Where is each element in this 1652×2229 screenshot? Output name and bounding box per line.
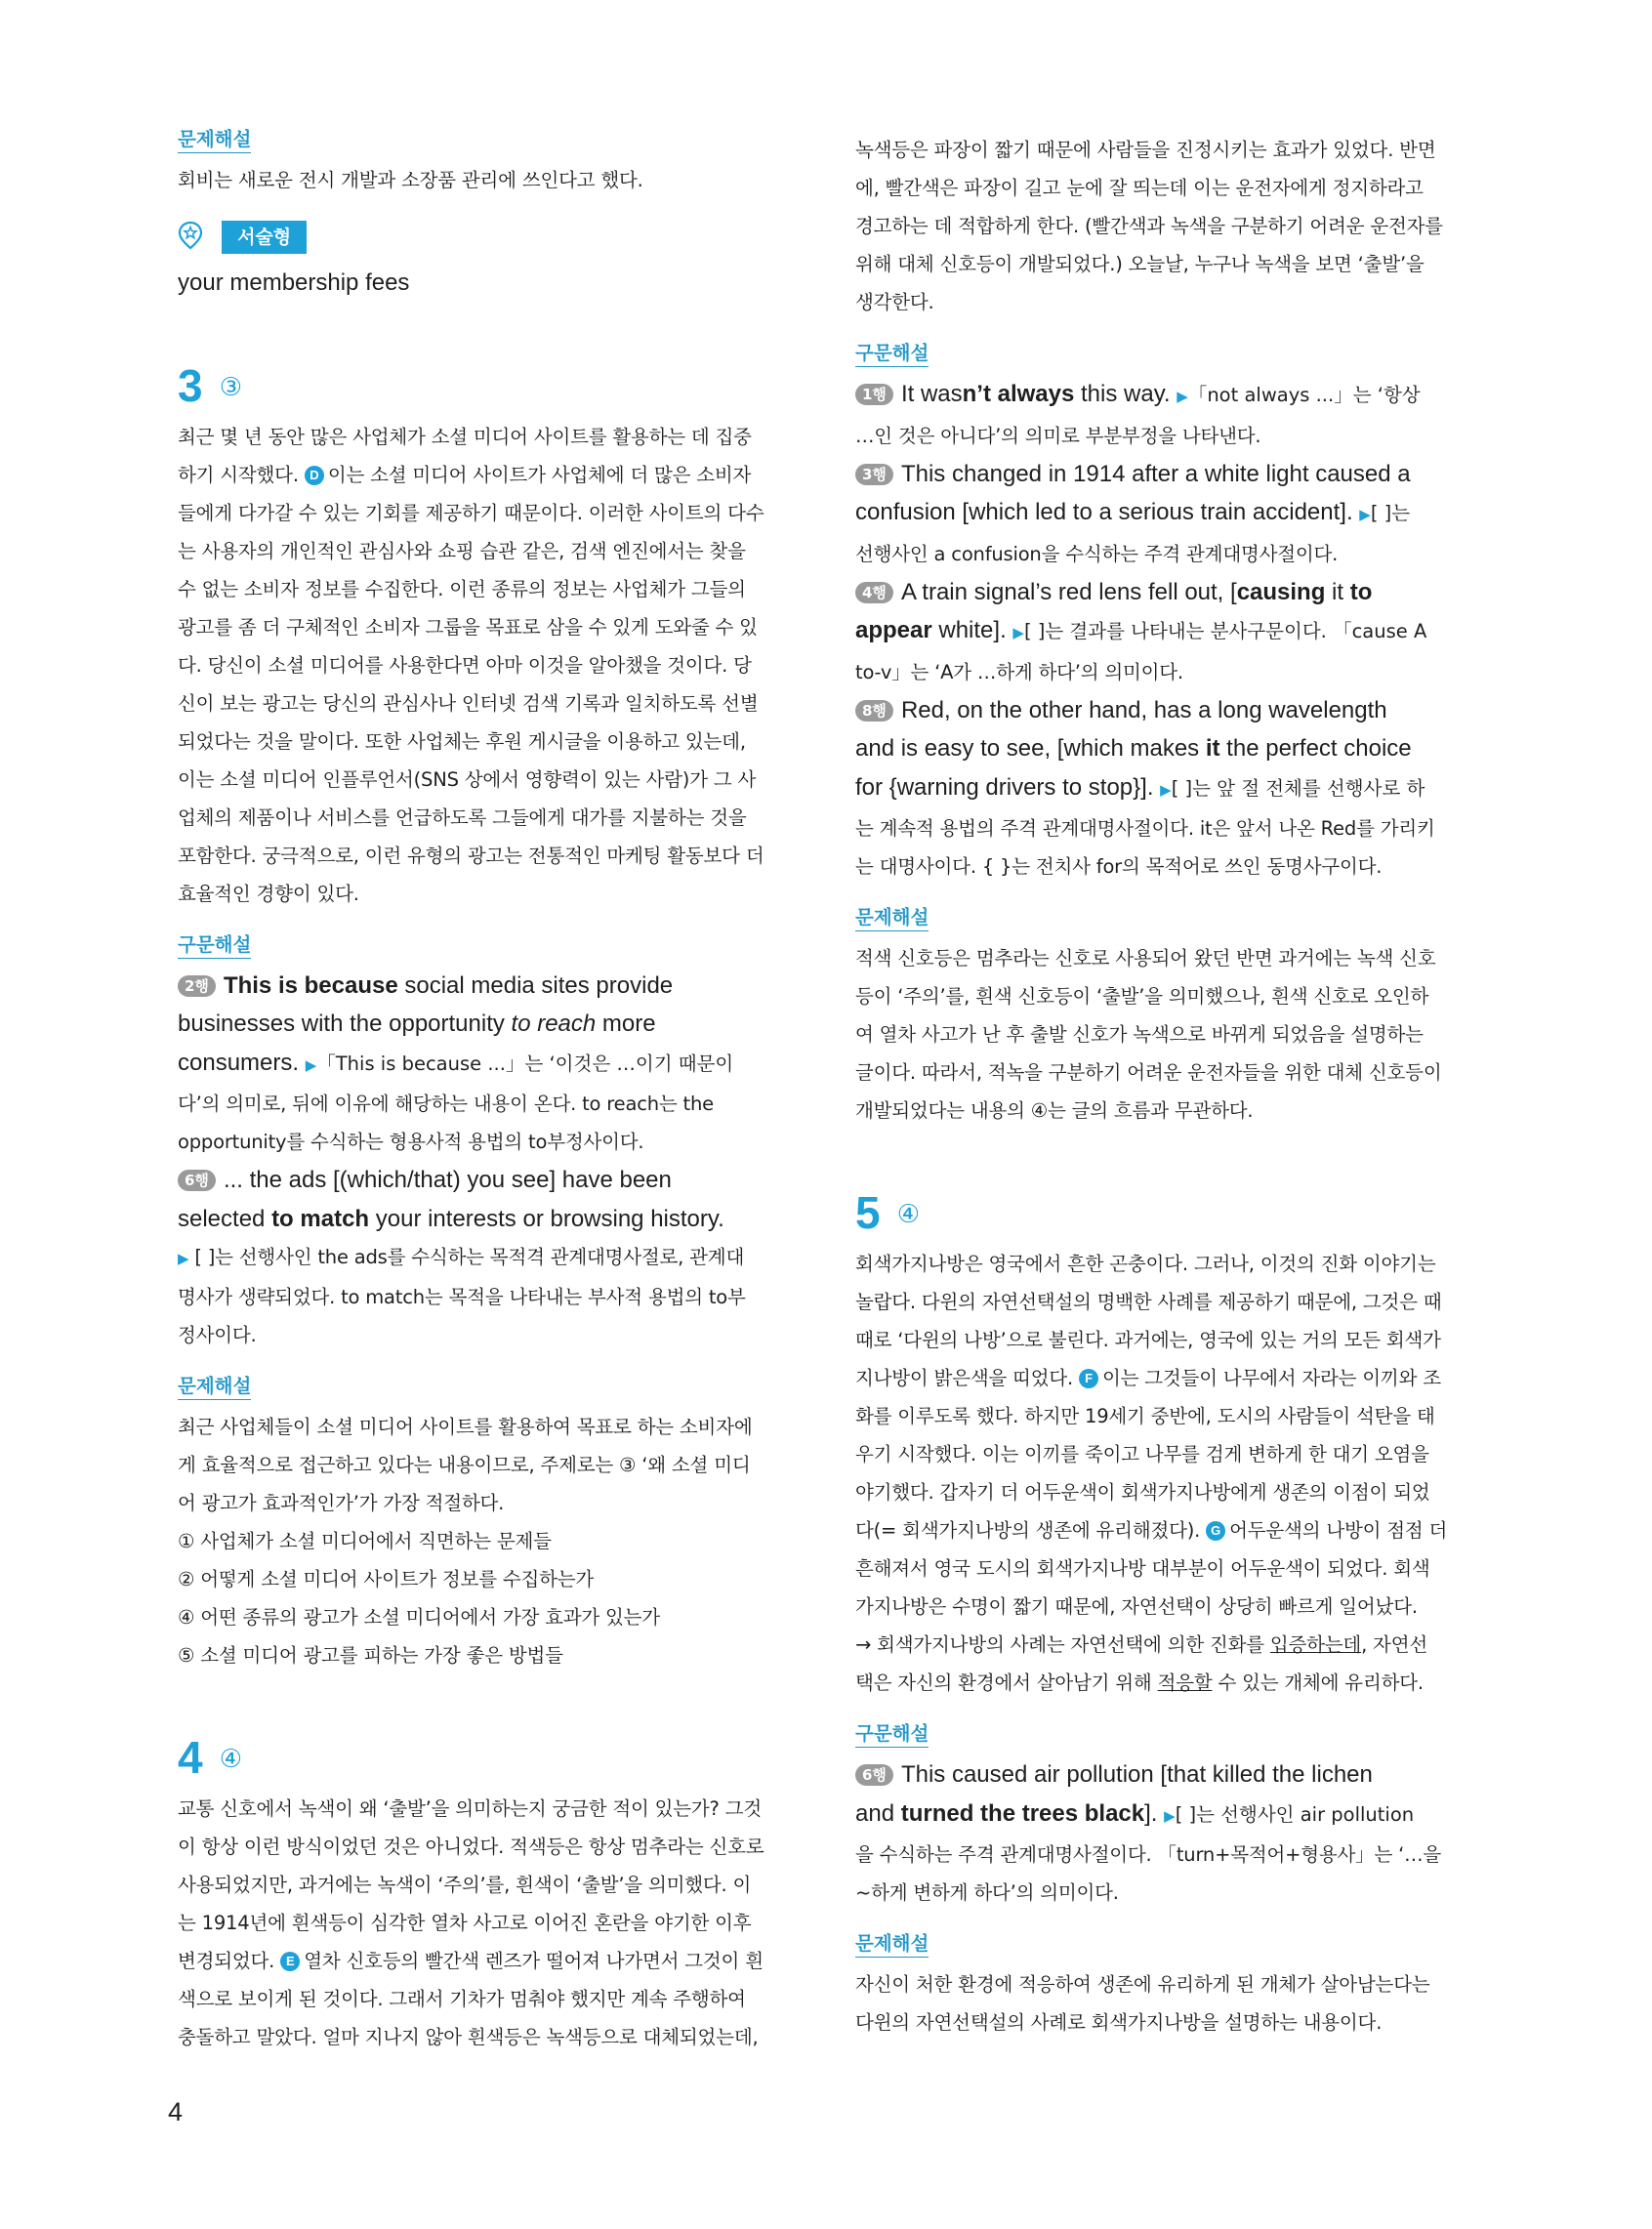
passage-line: 하기 시작했다. D 이는 소셜 미디어 사이트가 사업체에 더 많은 소비자: [178, 463, 752, 486]
section-heading: 문제해설: [855, 905, 929, 931]
syntax-note: 는 대명사이다. { }는 전치사 for의 목적어로 쓰인 동명사구이다.: [855, 855, 1383, 878]
passage-line: 때로 ‘다윈의 나방’으로 불린다. 과거에는, 영국에 있는 거의 모든 회색가: [855, 1329, 1441, 1351]
marker-f-icon: F: [1079, 1369, 1098, 1388]
passage-line: 흔해져서 영국 도시의 회색가지나방 대부분이 어두운색이 되었다. 회색: [855, 1557, 1430, 1580]
location-pin-star-icon: [178, 221, 203, 254]
passage-line: 교통 신호에서 녹색이 왜 ‘출발’을 의미하는지 궁금한 적이 있는가? 그것: [178, 1797, 762, 1820]
passage-line: 야기했다. 갑자기 더 어두운색이 회색가지나방에게 생존의 이점이 되었: [855, 1481, 1430, 1504]
summary-line: → 회색가지나방의 사례는 자연선택에 의한 진화를 입증하는데, 자연선: [855, 1633, 1427, 1656]
solve-line: 개발되었다는 내용의 ④는 글의 흐름과 무관하다.: [855, 1099, 1254, 1122]
passage-line: 다. 당신이 소셜 미디어를 사용한다면 아마 이것을 알아챘을 것이다. 당: [178, 653, 752, 677]
passage-line: 는 사용자의 개인적인 관심사와 쇼핑 습관 같은, 검색 엔진에서는 찾을: [178, 539, 746, 562]
syntax-note: to-v」는 ‘A가 …하게 하다’의 의미이다.: [855, 660, 1183, 683]
marker-e-icon: E: [280, 1952, 300, 1971]
solve-line: 등이 ‘주의’를, 흰색 신호등이 ‘출발’을 의미했으나, 흰색 신호로 오인하: [855, 985, 1429, 1008]
syntax-line: 1행 It wasn’t always this way. ▶「not always ...」는 ‘항상: [855, 375, 1474, 417]
syntax-line: 3행 This changed in 1914 after a white light caused a: [855, 455, 1474, 494]
summary-line: 택은 자신의 환경에서 살아남기 위해 적응할 수 있는 개체에 유리하다.: [855, 1672, 1424, 1694]
left-column: [178, 127, 799, 2056]
syntax-note: 을 수식하는 주격 관계대명사절이다. 「turn+목적어+형용사」는 ‘…을: [855, 1843, 1442, 1866]
right-column: [855, 127, 1474, 2042]
syntax-note: 명사가 생략되었다. to match는 목적을 나타내는 부사적 용법의 to부: [178, 1286, 746, 1308]
line-badge: 3행: [855, 464, 893, 485]
syntax-note: 정사이다.: [178, 1324, 257, 1346]
triangle-right-icon: ▶: [1164, 1807, 1176, 1825]
question-5: [855, 1188, 1474, 2042]
question-answer: ③: [219, 372, 242, 402]
passage-line: 사용되었지만, 과거에는 녹색이 ‘주의’를, 흰색이 ‘출발’을 의미했다. 이: [178, 1874, 752, 1896]
syntax-line: 8행 Red, on the other hand, has a long wavelength: [855, 691, 1474, 730]
passage-line: 지나방이 밝은색을 띠었다. F 이는 그것들이 나무에서 자라는 이끼와 조: [855, 1367, 1441, 1389]
syntax-note: 다’의 의미로, 뒤에 이유에 해당하는 내용이 온다. to reach는 the: [178, 1093, 714, 1115]
q4-syntax: [855, 341, 1474, 886]
triangle-right-icon: ▶: [1177, 389, 1188, 405]
triangle-right-icon: ▶: [178, 1250, 189, 1267]
section-heading: 문제해설: [178, 127, 251, 153]
solve-line: 글이다. 따라서, 적녹을 구분하기 어려운 운전자들을 위한 대체 신호등이: [855, 1061, 1442, 1084]
passage-line: 들에게 다가갈 수 있는 기회를 제공하기 때문이다. 이러한 사이트의 다수: [178, 501, 764, 524]
syntax-line: selected to match your interests or browsing history.: [178, 1205, 724, 1232]
passage-line: 되었다는 것을 말이다. 또한 사업체는 후원 게시글을 이용하고 있는데,: [178, 729, 746, 753]
section-heading: 구문해설: [855, 341, 929, 367]
passage-line: 변경되었다. E 열차 신호등의 빨간색 렌즈가 떨어져 나가면서 그것이 흰: [178, 1950, 764, 1972]
syntax-note: opportunity를 수식하는 형용사적 용법의 to부정사이다.: [178, 1131, 644, 1153]
solve-line: 최근 사업체들이 소셜 미디어 사이트를 활용하여 목표로 하는 소비자에: [178, 1416, 753, 1438]
syntax-line: appear white]. ▶[ ]는 결과를 나타내는 분사구문이다. 「cause A: [855, 617, 1427, 643]
essay-answer: your membership fees: [178, 269, 410, 296]
triangle-right-icon: ▶: [305, 1056, 317, 1074]
solve-line: 게 효율적으로 접근하고 있다는 내용이므로, 주제로는 ③ ‘왜 소셜 미디: [178, 1454, 751, 1476]
passage-line: 이 항상 이런 방식이었던 것은 아니었다. 적색등은 항상 멈추라는 신호로: [178, 1836, 764, 1858]
passage-line: 가지나방은 수명이 짧기 때문에, 자연선택이 상당히 빠르게 일어났다.: [855, 1595, 1418, 1618]
q4-solve: [855, 905, 1474, 1130]
passage-line: 녹색등은 파장이 짧기 때문에 사람들을 진정시키는 효과가 있었다. 반면: [855, 139, 1436, 161]
passage-line: 포함한다. 궁극적으로, 이런 유형의 광고는 전통적인 마케팅 활동보다 더: [178, 844, 764, 867]
syntax-note: …인 것은 아니다’의 의미로 부분부정을 나타낸다.: [855, 424, 1261, 447]
solve-text: 회비는 새로운 전시 개발과 소장품 관리에 쓰인다고 했다.: [178, 169, 643, 191]
passage-line: 이는 소셜 미디어 인플루언서(SNS 상에서 영향력이 있는 사람)가 그 사: [178, 767, 757, 791]
line-badge: 4행: [855, 582, 893, 603]
syntax-line: 4행 A train signal’s red lens fell out, [causing it to: [855, 573, 1474, 612]
question-number: 3: [178, 359, 203, 411]
question-answer: ④: [896, 1200, 920, 1229]
syntax-note: 선행사인 a confusion을 수식하는 주격 관계대명사절이다.: [855, 542, 1339, 565]
passage-line: 우기 시작했다. 이는 이끼를 죽이고 나무를 검게 변하게 한 대기 오염을: [855, 1443, 1429, 1465]
syntax-line: for {warning drivers to stop}]. ▶[ ]는 앞 절 전체를 선행사로 하: [855, 773, 1425, 801]
question-answer: ④: [219, 1745, 242, 1774]
marker-g-icon: G: [1206, 1521, 1225, 1541]
page-number: 4: [168, 2097, 184, 2126]
passage-line: 최근 몇 년 동안 많은 사업체가 소셜 미디어 사이트를 활용하는 데 집중: [178, 425, 752, 448]
line-badge: 6행: [178, 1170, 216, 1191]
passage-line: 업체의 제품이나 서비스를 언급하도록 그들에게 대가를 지불하는 것을: [178, 805, 747, 829]
section-solve-2: [178, 127, 799, 199]
passage-line: 는 1914년에 흰색등이 심각한 열차 사고로 이어진 혼란을 야기한 이후: [178, 1912, 752, 1934]
solve-line: 다윈의 자연선택설의 사례로 회색가지나방을 설명하는 내용이다.: [855, 2011, 1383, 2034]
question-4: [178, 1733, 799, 2056]
marker-d-icon: D: [305, 466, 324, 485]
triangle-right-icon: ▶: [1359, 507, 1371, 523]
passage-line: 충돌하고 말았다. 얼마 지나지 않아 흰색등은 녹색등으로 대체되었는데,: [178, 2026, 759, 2048]
option-line: ② 어떻게 소셜 미디어 사이트가 정보를 수집하는가: [178, 1568, 595, 1590]
solve-line: 자신이 처한 환경에 적응하여 생존에 유리하게 된 개체가 살아남는다는: [855, 1973, 1430, 1996]
passage-line: 광고를 좀 더 구체적인 소비자 그룹을 목표로 삼을 수 있게 도와줄 수 있: [178, 615, 758, 639]
option-line: ① 사업체가 소셜 미디어에서 직면하는 문제들: [178, 1530, 552, 1552]
solve-line: 어 광고가 효과적인가’가 가장 적절하다.: [178, 1492, 505, 1514]
section-heading: 구문해설: [178, 932, 251, 959]
syntax-line: consumers. ▶「This is because ...」는 ‘이것은 …이기 때문이: [178, 1049, 734, 1076]
syntax-line: 6행 This caused air pollution [that killed the lichen: [855, 1755, 1474, 1795]
question-number: 5: [855, 1187, 881, 1238]
essay-chip: 서술형: [222, 221, 307, 254]
passage-line: 경고하는 데 적합하게 한다. (빨간색과 녹색을 구분하기 어려운 운전자를: [855, 215, 1443, 237]
solve-line: 여 열차 사고가 난 후 출발 신호가 녹색으로 바뀌게 되었음을 설명하는: [855, 1023, 1424, 1046]
passage-line: 색으로 보이게 된 것이다. 그래서 기차가 멈춰야 했지만 계속 주행하여: [178, 1988, 746, 2010]
question-number: 4: [178, 1732, 203, 1783]
syntax-line: 6행 ... the ads [(which/that) you see] have been: [178, 1161, 799, 1200]
passage-line: 위해 대체 신호등이 개발되었다.) 오늘날, 누구나 녹색을 보면 ‘출발’을: [855, 253, 1425, 275]
syntax-line: confusion [which led to a serious train accident]. ▶[ ]는: [855, 499, 1411, 525]
passage-line: 신이 보는 광고는 당신의 관심사나 인터넷 검색 기록과 일치하도록 선별: [178, 691, 759, 715]
essay-section: [178, 221, 799, 303]
section-heading: 문제해설: [855, 1931, 929, 1958]
section-heading: 구문해설: [855, 1721, 929, 1748]
syntax-note: 는 계속적 용법의 주격 관계대명사절이다. it은 앞서 나온 Red를 가리키: [855, 817, 1435, 840]
triangle-right-icon: ▶: [1160, 781, 1172, 799]
passage-line: 놀랍다. 다윈의 자연선택설의 명백한 사례를 제공하기 때문에, 그것은 때: [855, 1291, 1442, 1313]
passage-line: 효율적인 경향이 있다.: [178, 882, 359, 905]
section-heading: 문제해설: [178, 1374, 251, 1400]
line-badge: 1행: [855, 384, 893, 405]
passage-line: 에, 빨간색은 파장이 길고 눈에 잘 띄는데 이는 운전자에게 정지하라고: [855, 177, 1424, 199]
question-3: [178, 361, 799, 1675]
q4-continuation: [855, 131, 1474, 321]
option-line: ④ 어떤 종류의 광고가 소셜 미디어에서 가장 효과가 있는가: [178, 1606, 660, 1629]
line-badge: 2행: [178, 975, 216, 997]
passage-line: 화를 이루도록 했다. 하지만 19세기 중반에, 도시의 사람들이 석탄을 태: [855, 1405, 1435, 1427]
solve-line: 적색 신호등은 멈추라는 신호로 사용되어 왔던 반면 과거에는 녹색 신호: [855, 947, 1436, 970]
syntax-line: and is easy to see, [which makes it the perfect choice: [855, 735, 1412, 762]
syntax-line: businesses with the opportunity to reach more: [178, 1011, 656, 1037]
passage-line: 수 없는 소비자 정보를 수집한다. 이런 종류의 정보는 사업체가 그들의: [178, 577, 746, 600]
line-badge: 8행: [855, 700, 893, 722]
passage-line: 생각한다.: [855, 291, 934, 313]
line-badge: 6행: [855, 1764, 893, 1786]
passage-line: 회색가지나방은 영국에서 흔한 곤충이다. 그러나, 이것의 진화 이야기는: [855, 1253, 1436, 1275]
passage-line: 다(= 회색가지나방의 생존에 유리해졌다). G 어두운색의 나방이 점점 더: [855, 1519, 1448, 1542]
syntax-note: ▶ [ ]는 선행사인 the ads를 수식하는 목적격 관계대명사절로, 관계대: [178, 1246, 745, 1268]
syntax-line: and turned the trees black]. ▶[ ]는 선행사인 air pollution: [855, 1799, 1415, 1827]
triangle-right-icon: ▶: [1012, 625, 1024, 641]
syntax-line: 2행 This is because social media sites provide: [178, 967, 799, 1006]
option-line: ⑤ 소셜 미디어 광고를 피하는 가장 좋은 방법들: [178, 1644, 563, 1667]
syntax-note: ~하게 변하게 하다’의 의미이다.: [855, 1881, 1119, 1904]
